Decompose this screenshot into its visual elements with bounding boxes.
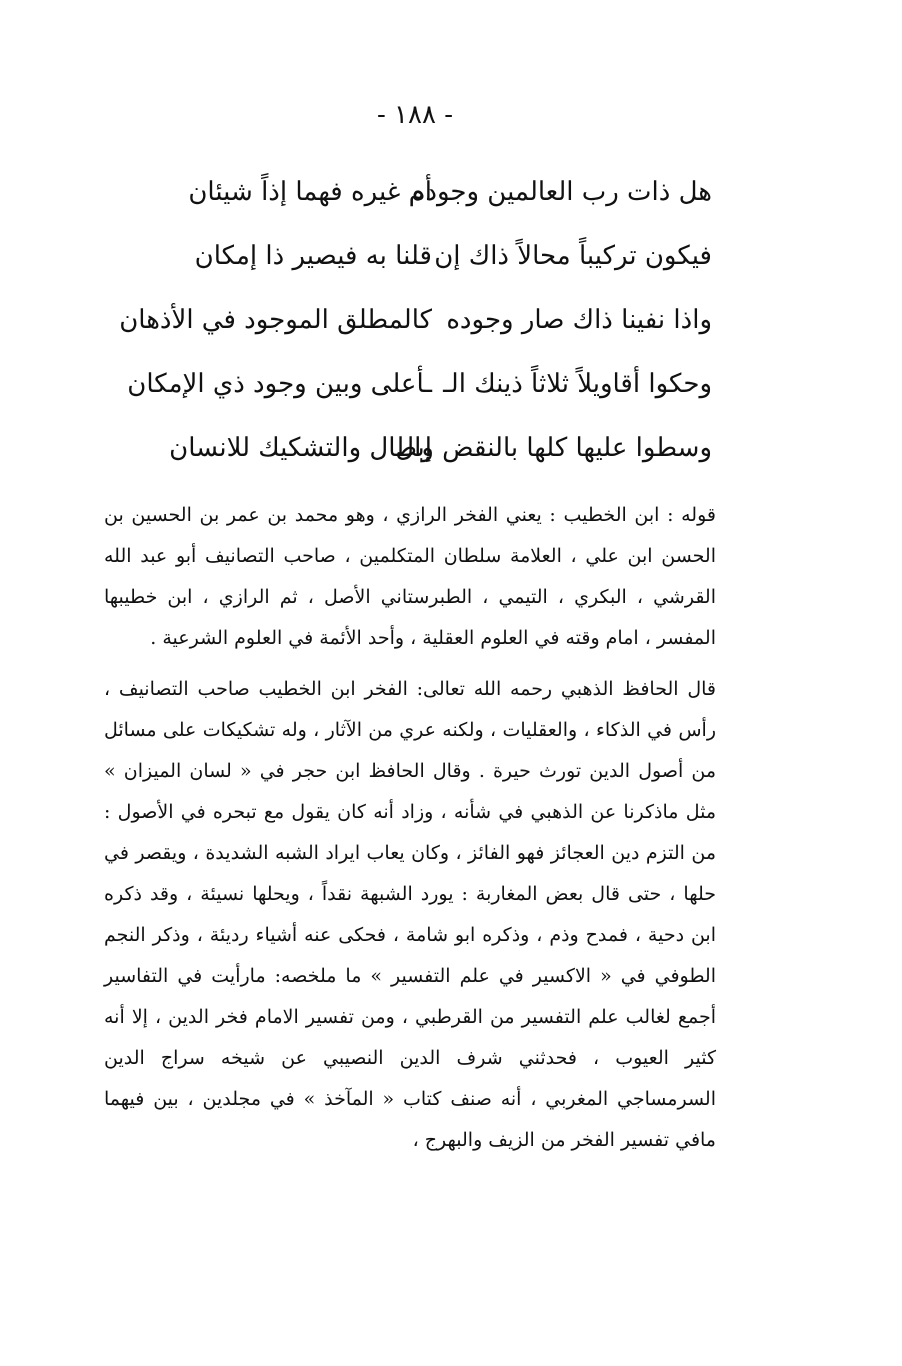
verse-line (112, 236, 712, 300)
verse-second-hemistich: كالمطلق الموجود في الأذهان (119, 305, 432, 335)
verse-first-hemistich: وحكوا أقاويلاً ثلاثاً ذينك الـ (443, 369, 712, 399)
verse-line (112, 428, 712, 492)
commentary-paragraph-1: قوله : ابن الخطيب : يعني الفخر الرازي ، وهو محمد بن عمر بن الحسين بن الحسن ابن علي ، العلامة سلطان المتكلمين ، صاحب التصانيف أبو عبد الله القرشي ، البكري ، التيمي ، الطبرستاني الأصل ، ثم الرازي ، ابن خطيبها المفسر ، امام وقته في العلوم العقلية ، وأحد الأئمة في العلوم الشرعية . (104, 504, 716, 649)
verse-line (112, 172, 712, 236)
verse-first-hemistich: فيكون تركيباً محالاً ذاك إن (434, 241, 712, 271)
verse-second-hemistich: ـأعلى وبين وجود ذي الإمكان (127, 369, 432, 399)
verse-first-hemistich: واذا نفينا ذاك صار وجوده (446, 305, 712, 335)
poem-verses (112, 172, 712, 492)
commentary-text (104, 495, 716, 1161)
verse-line (112, 364, 712, 428)
verse-second-hemistich: إبطال والتشكيك للانسان (169, 433, 432, 463)
verse-first-hemistich: وسطوا عليها كلها بالنقض وال (395, 433, 712, 463)
verse-line (112, 300, 712, 364)
verse-second-hemistich: قلنا به فيصير ذا إمكان (194, 241, 432, 271)
verse-second-hemistich: أم غيره فهما إذاً شيئان (188, 177, 432, 207)
page-number: - ١٨٨ - (376, 100, 454, 130)
verse-first-hemistich: هل ذات رب العالمين وجوده (411, 177, 712, 207)
commentary-paragraph-2: قال الحافظ الذهبي رحمه الله تعالى: الفخر ابن الخطيب صاحب التصانيف ، رأس في الذكاء ، والعقليات ، ولكنه عري من الآثار ، وله تشكيكات على مسائل من أصول الدين تورث حيرة . وقال الحافظ ابن حجر في « لسان الميزان » مثل ماذكرنا عن الذهبي في شأنه ، وزاد أنه كان يقول مع تبحره في الأصول : من التزم دين العجائز فهو الفائز ، وكان يعاب ايراد الشبه الشديدة ، ويقصر في حلها ، حتى قال بعض المغاربة : يورد الشبهة نقداً ، ويحلها نسيئة ، وقد ذكره ابن دحية ، فمدح وذم ، وذكره ابو شامة ، فحكى عنه أشياء رديئة ، وذكر النجم الطوفي في « الاكسير في علم التفسير » ما ملخصه: مارأيت في التفاسير أجمع لغالب علم التفسير من القرطبي ، ومن تفسير الامام فخر الدين ، إلا أنه كثير العيوب ، فحدثني شرف الدين النصيبي عن شيخه سراج الدين السرمساجي المغربي ، أنه صنف كتاب « المآخذ » في مجلدين ، بين فيهما مافي تفسير الفخر من الزيف والبهرج ، (104, 678, 716, 1151)
